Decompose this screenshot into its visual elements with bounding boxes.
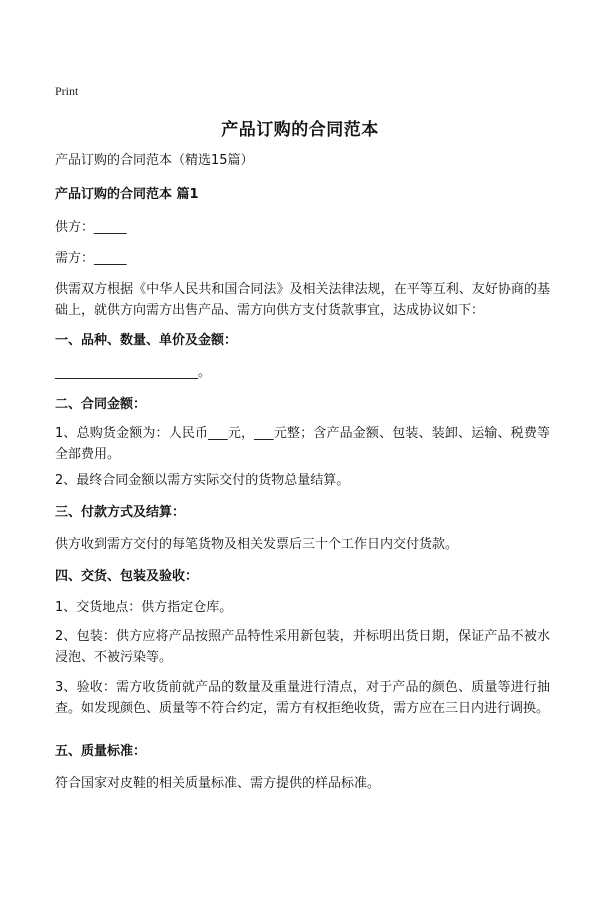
document-title: 产品订购的合同范本	[221, 120, 379, 140]
section-5-heading: 五、质量标准：	[55, 744, 147, 759]
section-2-paragraph-2: 2、最终合同金额以需方实际交付的货物总量结算。	[55, 473, 350, 488]
section-5-paragraph-1: 符合国家对皮鞋的相关质量标准、需方提供的样品标准。	[55, 776, 381, 791]
section-1-heading: 一、品种、数量、单价及金额：	[55, 333, 238, 348]
print-label: Print	[55, 84, 79, 98]
section-1-blank: ______________________。	[55, 365, 212, 380]
buyer-line: 需方：_____	[55, 251, 127, 266]
section-2-heading: 二、合同金额：	[55, 397, 147, 412]
section-4-paragraph-2: 2、包装：供方应将产品按照产品特性采用新包装，并标明出货日期，保证产品不被水浸泡、不被污染等。	[55, 629, 550, 665]
section-2-paragraph-1: 1、总购货金额为：人民币___元，___元整；含产品金额、包装、装卸、运输、税费等全部费用。	[55, 426, 550, 462]
section-title: 产品订购的合同范本 篇1	[55, 187, 199, 202]
section-3-paragraph-1: 供方收到需方交付的每笔货物及相关发票后三十个工作日内交付货款。	[55, 537, 459, 552]
document-subtitle: 产品订购的合同范本（精选15篇）	[55, 153, 254, 168]
section-4-paragraph-1: 1、交货地点：供方指定仓库。	[55, 600, 233, 615]
section-4-heading: 四、交货、包装及验收：	[55, 569, 199, 584]
section-4-paragraph-3: 3、验收：需方收货前就产品的数量及重量进行清点，对于产品的颜色、质量等进行抽查。如发现颜色、质量等不符合约定，需方有权拒绝收货，需方应在三日内进行调换。	[55, 680, 550, 716]
supplier-line: 供方：_____	[55, 220, 127, 235]
intro-paragraph: 供需双方根据《中华人民共和国合同法》及相关法律法规，在平等互利、友好协商的基础上，就供方向需方出售产品、需方向供方支付货款事宜，达成协议如下：	[55, 282, 550, 318]
section-3-heading: 三、付款方式及结算：	[55, 505, 186, 520]
